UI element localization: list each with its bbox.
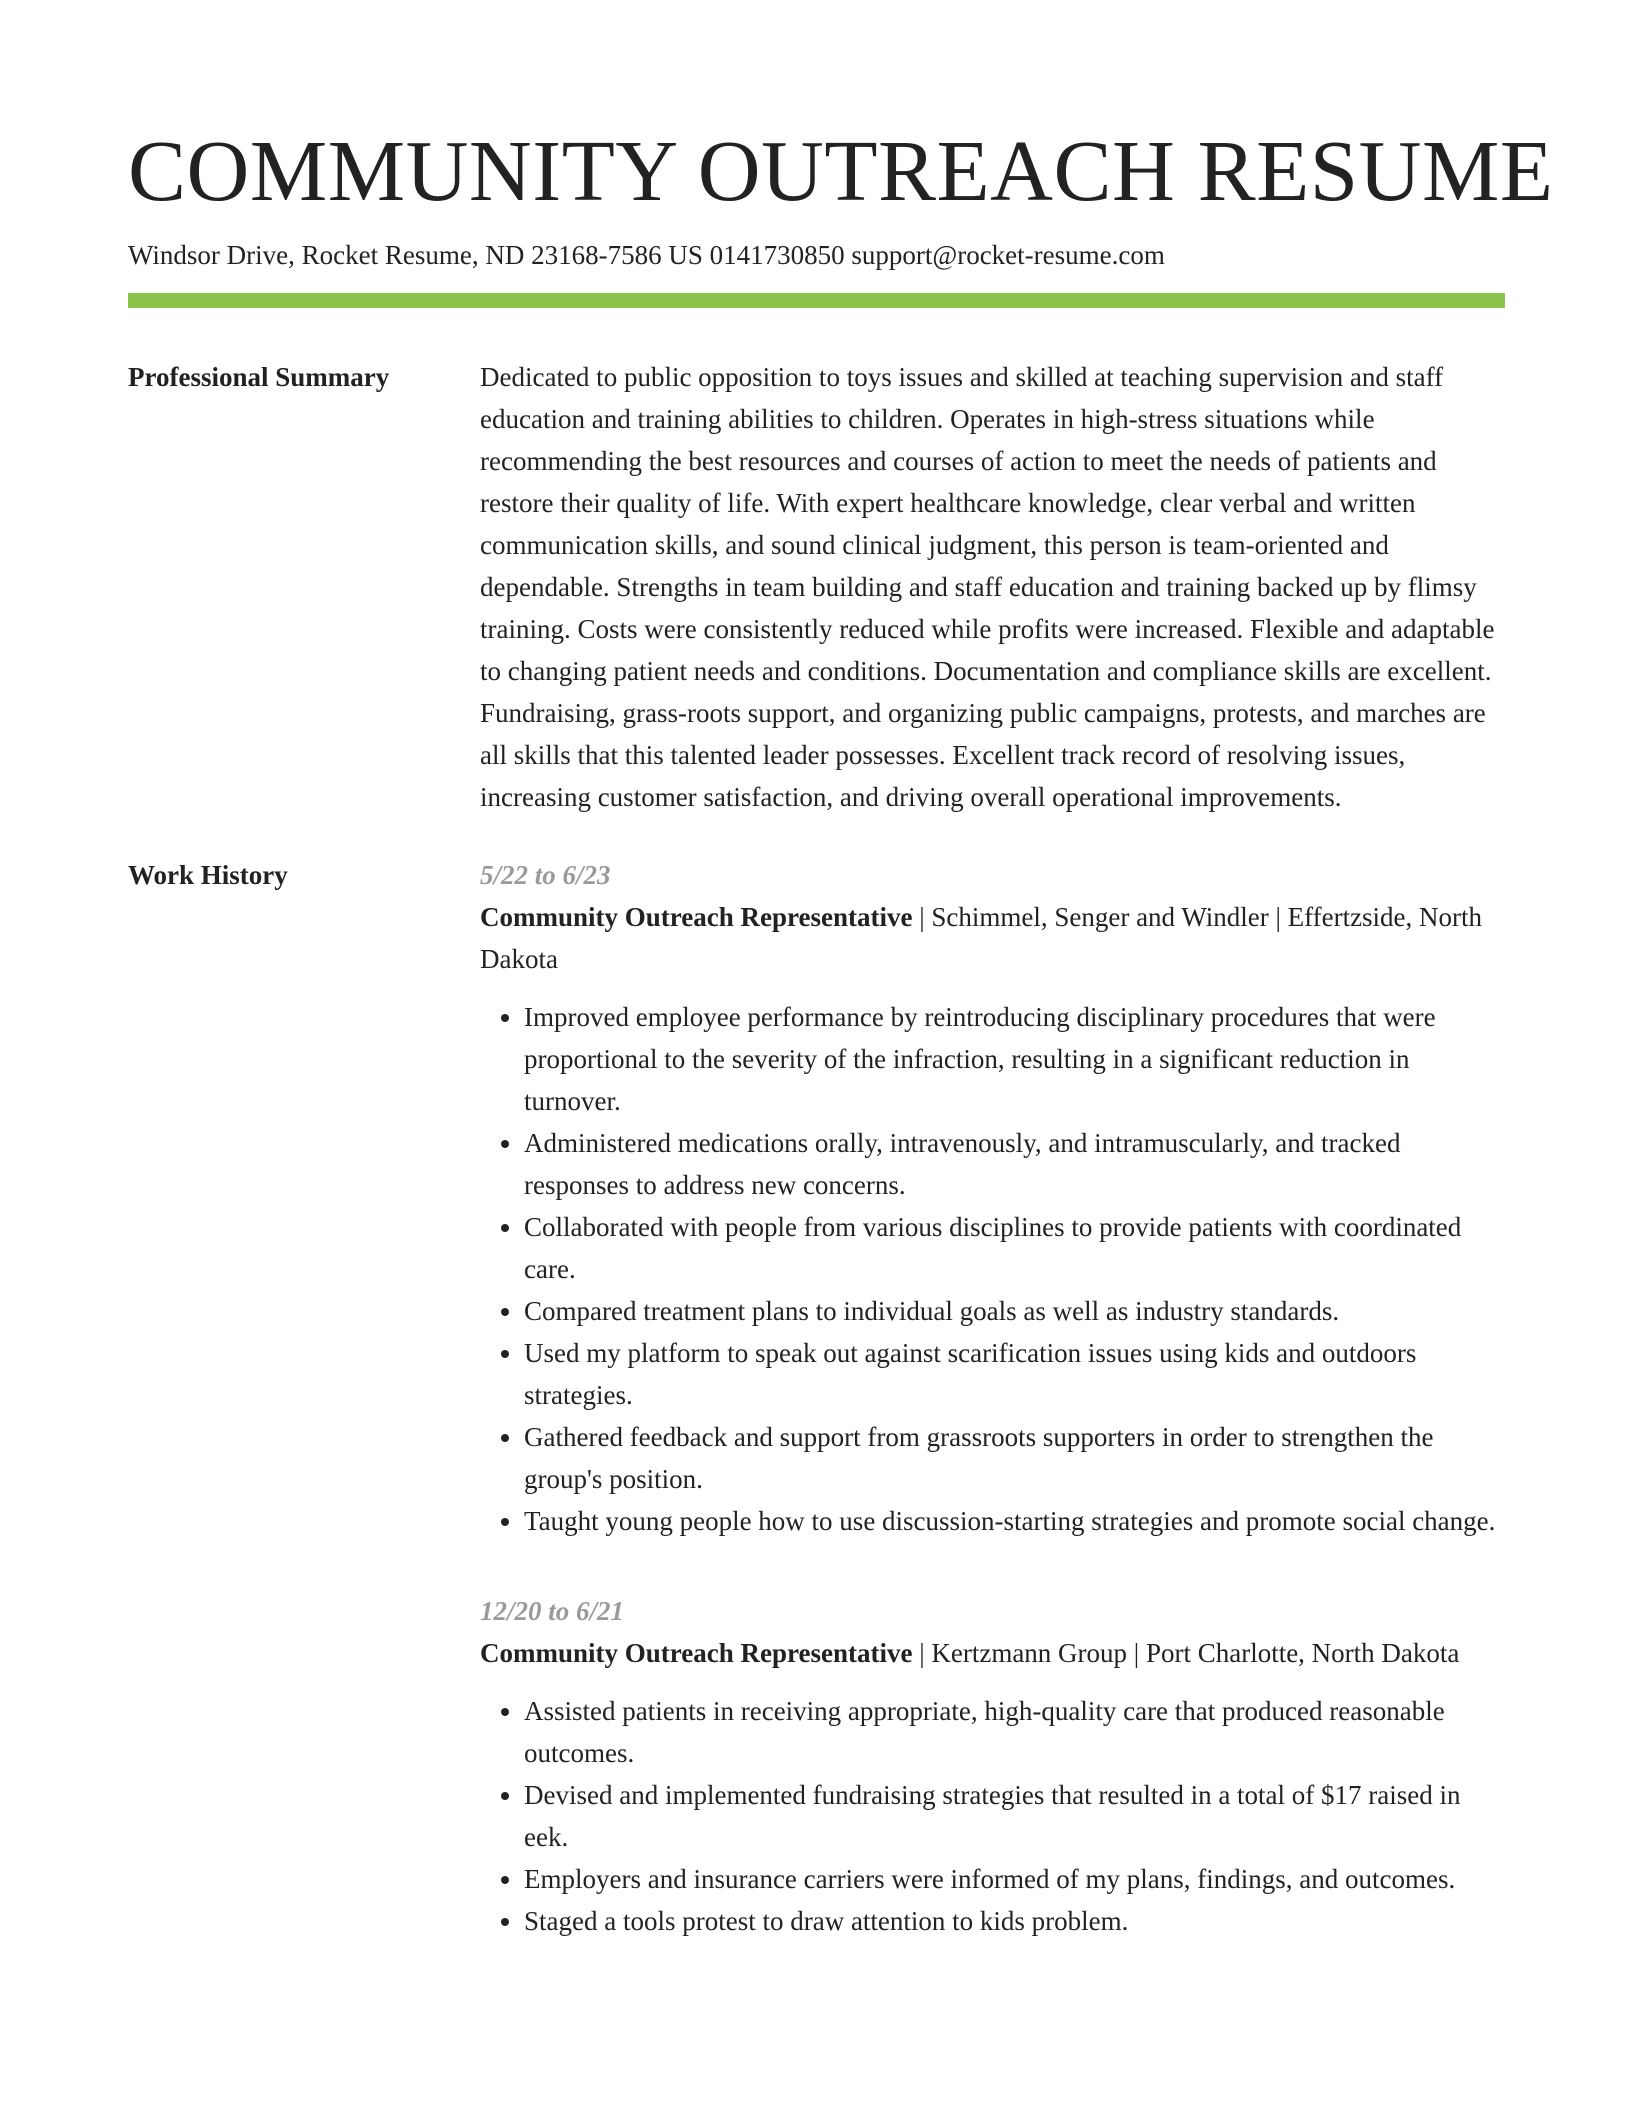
job-bullet: • Used my platform to speak out against scarification issues using kids and outdoors strategies. — [524, 1332, 1505, 1416]
contact-line: Windsor Drive, Rocket Resume, ND 23168-7586 US 0141730850 support@rocket-resume.com — [128, 240, 1165, 270]
job-bullet: • Collaborated with people from various disciplines to provide patients with coordinated care. — [524, 1206, 1505, 1290]
work-history-body — [480, 854, 1505, 1990]
accent-divider — [128, 293, 1505, 308]
job-header — [480, 1632, 1505, 1674]
job-entry — [480, 854, 1505, 1542]
job-bullet: • Devised and implemented fundraising strategies that resulted in a total of $17 raised in eek. — [524, 1774, 1505, 1858]
job-bullet-list — [480, 996, 1505, 1542]
job-bullet: • Compared treatment plans to individual goals as well as industry standards. — [524, 1290, 1505, 1332]
section-label-summary: Professional Summary — [128, 362, 390, 392]
section-label-work: Work History — [128, 860, 288, 890]
job-bullet: • Administered medications orally, intravenously, and intramuscularly, and tracked responses to address new concerns. — [524, 1122, 1505, 1206]
job-dates: 12/20 to 6/21 — [480, 1596, 625, 1626]
job-header — [480, 896, 1505, 980]
job-bullet: • Improved employee performance by reintroducing disciplinary procedures that were proportional to the severity of the infraction, resulting in a significant reduction in turnover. — [524, 996, 1505, 1122]
resume-title: COMMUNITY OUTREACH RESUME — [128, 122, 1554, 219]
resume-page — [128, 0, 1554, 1990]
job-bullet-list — [480, 1690, 1505, 1942]
job-dates: 5/22 to 6/23 — [480, 860, 611, 890]
job-bullet: • Gathered feedback and support from grassroots supporters in order to strengthen the group's position. — [524, 1416, 1505, 1500]
summary-text: Dedicated to public opposition to toys issues and skilled at teaching supervision and staff education and training abilities to children. Operates in high-stress situations while recommending the best resources and courses of action to meet the needs of patients and restore their quality of life. With expert healthcare knowledge, clear verbal and written communication skills, and sound clinical judgment, this person is team-oriented and dependable. Strengths in team building and staff education and training backed up by flimsy training. Costs were consistently reduced while profits were increased. Flexible and adaptable to changing patient needs and conditions. Documentation and compliance skills are excellent. Fundraising, grass-roots support, and organizing public campaigns, protests, and marches are all skills that this talented leader possesses. Excellent track record of resolving issues, increasing customer satisfaction, and driving overall operational improvements. — [480, 362, 1495, 812]
job-title: Community Outreach Representative — [480, 902, 913, 932]
job-bullet: • Taught young people how to use discussion-starting strategies and promote social change. — [524, 1500, 1505, 1542]
job-bullet: • Assisted patients in receiving appropriate, high-quality care that produced reasonable outcomes. — [524, 1690, 1505, 1774]
job-entry — [480, 1590, 1505, 1942]
work-history-section — [128, 854, 1505, 1990]
job-title: Community Outreach Representative — [480, 1638, 913, 1668]
job-employer-location: | Kertzmann Group | Port Charlotte, North Dakota — [912, 1638, 1460, 1668]
job-employer-location: | Schimmel, Senger and Windler | Effertzside, North Dakota — [480, 902, 1483, 974]
job-bullet: • Employers and insurance carriers were informed of my plans, findings, and outcomes. — [524, 1858, 1505, 1900]
job-bullet: • Staged a tools protest to draw attention to kids problem. — [524, 1900, 1505, 1942]
summary-body — [480, 356, 1505, 818]
professional-summary-section — [128, 356, 1505, 818]
